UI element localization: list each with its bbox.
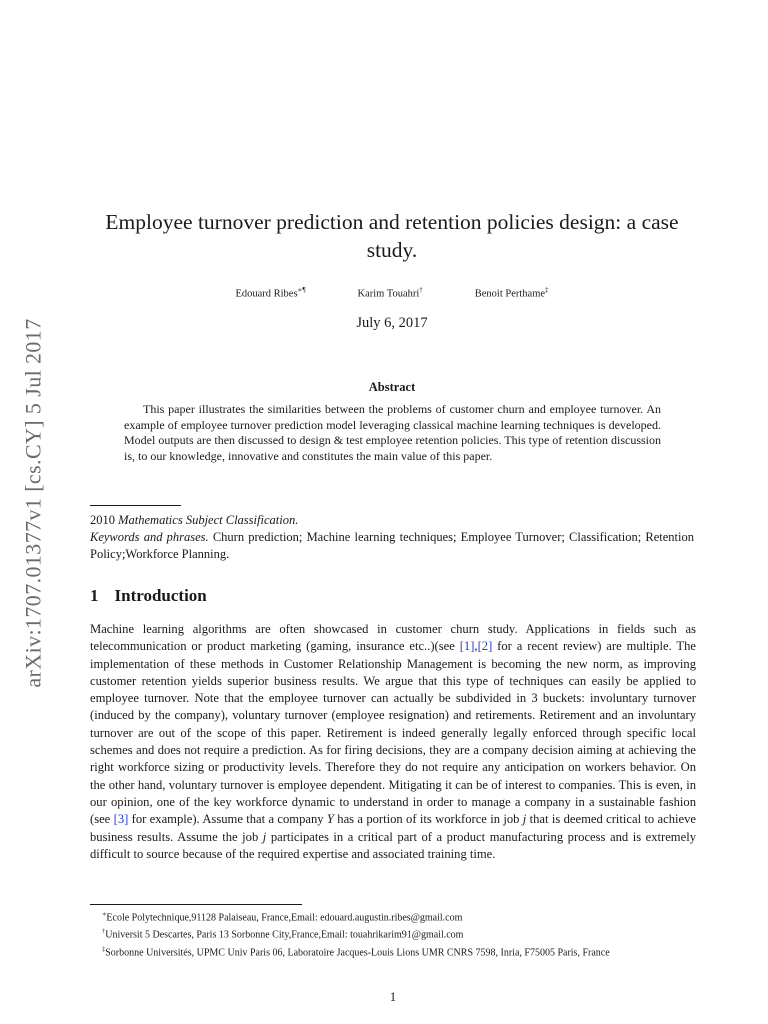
paper-title: Employee turnover prediction and retention policies design: a case study. (105, 210, 679, 262)
classification-block (90, 512, 694, 563)
author-mark: ‡ (545, 286, 549, 294)
footnote: †Universit 5 Descartes, Paris 13 Sorbonne City,France,Email: touahrikarim91@gmail.com (102, 928, 464, 941)
msc-line: 2010 Mathematics Subject Classification. (90, 513, 299, 527)
footnote: ∗Ecole Polytechnique,91128 Palaiseau, France,Email: edouard.augustin.ribes@gmail.com (102, 911, 463, 924)
footnote: ‡Sorbonne Universités, UPMC Univ Paris 06, Laboratoire Jacques-Louis Lions UMR CNRS 7598, Inria, F75005 Paris, France (102, 945, 610, 958)
author: Benoit Perthame‡ (474, 286, 549, 300)
paper-date: July 6, 2017 (356, 315, 428, 331)
abstract-text: This paper illustrates the similarities between the problems of customer churn and employee turnover. An example of employee turnover prediction model leveraging classical machine learning techniques is developed. Model outputs are then discussed to design & test employee retention policies. This type of retention discussion is, to our knowledge, innovative and constitutes the main value of this paper. (124, 402, 661, 463)
citation-link[interactable]: [3] (113, 812, 129, 827)
footnote-divider (90, 904, 302, 905)
citation-link[interactable]: [2] (477, 639, 493, 654)
arxiv-stamp-text: arXiv:1707.01377v1 [cs.CY] 5 Jul 2017 (21, 318, 46, 688)
author-mark: ∗¶ (297, 286, 306, 294)
author-mark: † (419, 286, 423, 294)
abstract-heading: Abstract (368, 380, 416, 394)
arxiv-stamp (14, 288, 54, 718)
author-list (90, 286, 694, 300)
author: Edouard Ribes∗¶ (235, 286, 306, 300)
citation-link[interactable]: [1] (459, 639, 475, 654)
page-number: 1 (389, 990, 397, 1004)
keywords-line: Keywords and phrases. Churn prediction; Machine learning techniques; Employee Turnover; Classification; Retention Policy;Workforce Planning. (90, 530, 695, 561)
footnotes (90, 908, 696, 960)
intro-paragraph: Machine learning algorithms are often showcased in customer churn study. Applications in fields such as telecommunication or product marketing (gaming, insurance etc..)(see [1],[2] for a recent review) are multiple. The implementation of these methods in Customer Relationship Management is becoming the new norm, as improving customer retention yields superior business results. We argue that this type of techniques can easily be applied to employee turnover. Note that the employee turnover can actually be subdivided in 3 buckets: involuntary turnover (induced by the company), voluntary turnover (employee resignation) and retirements. Retirement and an involuntary turnover are out of the scope of this paper. Retirement is indeed generally legally enforced through specific local schemes and does not require a prediction. As for firing decisions, they are a company decision aiming at achieving the right workforce sizing or productivity levels. Therefore they do not require any anticipation on workers behavior. On the other hand, voluntary turnover is employee dependent. Mitigating it can be of interest to companies. This is even, in our opinion, one of the key workforce dynamic to understand in order to manage a company in a sustainable fashion (see [3] for example). Assume that a company Y has a portion of its workforce in job j that is deemed critical to achieve business results. Assume the job j participates in a critical part of a product manufacturing process and is extremely difficult to source because of the required expertise and associated training time. (90, 622, 696, 861)
section-heading: 1 Introduction (90, 586, 207, 605)
author: Karim Touahri† (357, 286, 423, 300)
divider (90, 505, 181, 506)
